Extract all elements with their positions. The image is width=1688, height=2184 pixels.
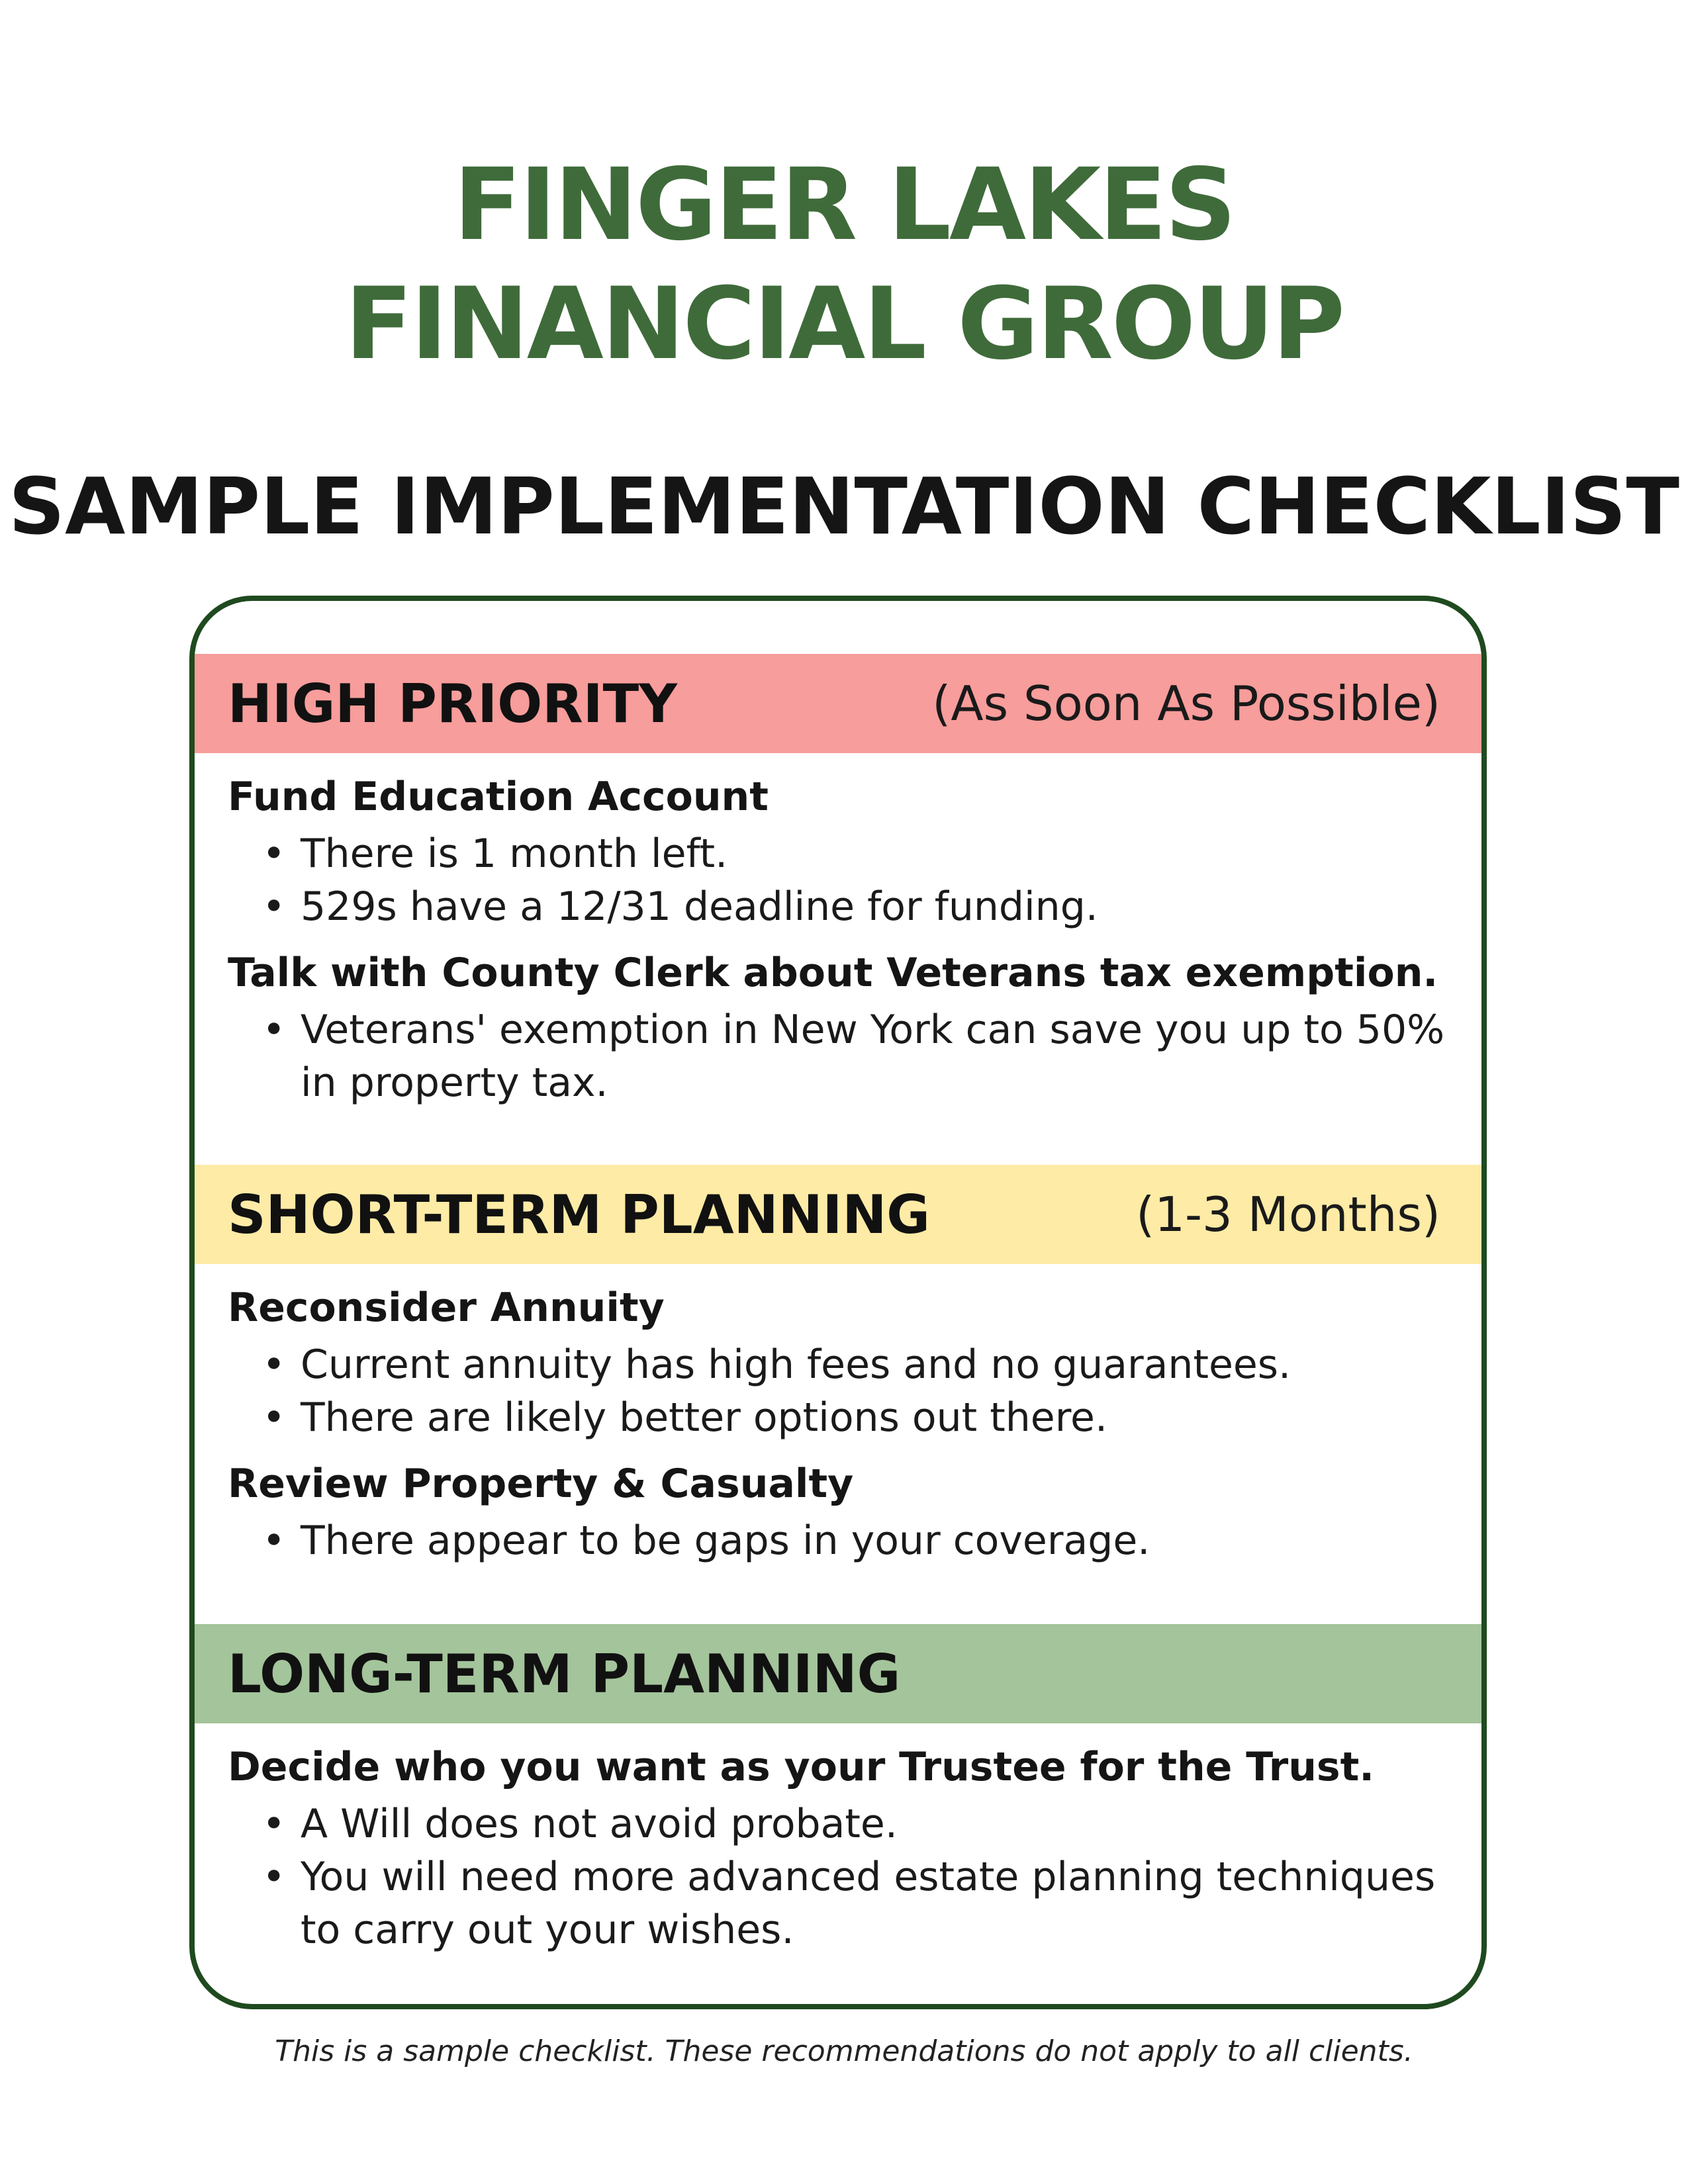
bullet-text: There is 1 month left. (301, 831, 728, 877)
bullet-list (228, 1003, 1452, 1109)
bullet-item (228, 1003, 1452, 1109)
bullet-text: 529s have a 12/31 deadline for funding. (301, 884, 1098, 930)
item-title: Talk with County Clerk about Veterans tax exemption. (228, 950, 1438, 996)
bullet-list (228, 1514, 1452, 1567)
disclaimer-note: This is a sample checklist. These recommendations do not apply to all clients. (275, 2034, 1413, 2068)
section-timeframe: (1-3 Months) (1136, 1187, 1440, 1242)
item-title: Review Property & Casualty (228, 1461, 854, 1507)
section-title: HIGH PRIORITY (228, 672, 678, 735)
checklist-card (189, 596, 1487, 2009)
bullet-list (228, 1338, 1452, 1444)
bullet-icon: • (262, 1801, 286, 1847)
item-title: Reconsider Annuity (228, 1285, 665, 1331)
item-title: Decide who you want as your Trustee for the Trust. (228, 1744, 1375, 1790)
item-title: Fund Education Account (228, 774, 769, 820)
brand-line-1: FINGER LAKES (453, 148, 1235, 263)
document-title: SAMPLE IMPLEMENTATION CHECKLIST (8, 461, 1680, 552)
section-header-high-priority (195, 654, 1481, 753)
checklist-item (228, 948, 1452, 1109)
checklist-item (228, 1459, 1452, 1567)
bullet-icon: • (262, 1342, 286, 1388)
bullet-item (228, 827, 1452, 880)
bullet-text: Current annuity has high fees and no guarantees. (301, 1342, 1291, 1388)
bullet-text: Veterans' exemption in New York can save you up to 50% in property tax. (301, 1007, 1445, 1106)
checklist-item (228, 1283, 1452, 1444)
section-timeframe: (As Soon As Possible) (932, 676, 1440, 731)
bullet-item (228, 1850, 1452, 1956)
bullet-text: You will need more advanced estate planning techniques to carry out your wishes. (301, 1854, 1436, 1953)
section-body-short-term-planning (228, 1283, 1452, 1582)
section-body-high-priority (228, 772, 1452, 1124)
bullet-text: There are likely better options out there. (301, 1394, 1108, 1441)
brand-logo-text (0, 146, 1688, 384)
section-header-short-term-planning (195, 1165, 1481, 1264)
bullet-list (228, 1797, 1452, 1956)
bullet-item (228, 1514, 1452, 1567)
brand-line-2: FINANCIAL GROUP (344, 267, 1344, 382)
bullet-icon: • (262, 1007, 286, 1053)
checklist-item (228, 772, 1452, 933)
bullet-icon: • (262, 1394, 286, 1441)
section-title: LONG-TERM PLANNING (228, 1643, 901, 1705)
bullet-item (228, 1797, 1452, 1850)
section-title: SHORT-TERM PLANNING (228, 1183, 930, 1246)
bullet-list (228, 827, 1452, 933)
bullet-icon: • (262, 831, 286, 877)
bullet-icon: • (262, 1854, 286, 1900)
bullet-item (228, 1391, 1452, 1444)
bullet-icon: • (262, 884, 286, 930)
bullet-item (228, 1338, 1452, 1391)
section-header-long-term-planning (195, 1624, 1481, 1723)
checklist-item (228, 1742, 1452, 1956)
bullet-item (228, 880, 1452, 933)
bullet-text: There appear to be gaps in your coverage. (301, 1518, 1150, 1564)
bullet-icon: • (262, 1518, 286, 1564)
bullet-text: A Will does not avoid probate. (301, 1801, 898, 1847)
section-body-long-term-planning (228, 1742, 1452, 1971)
